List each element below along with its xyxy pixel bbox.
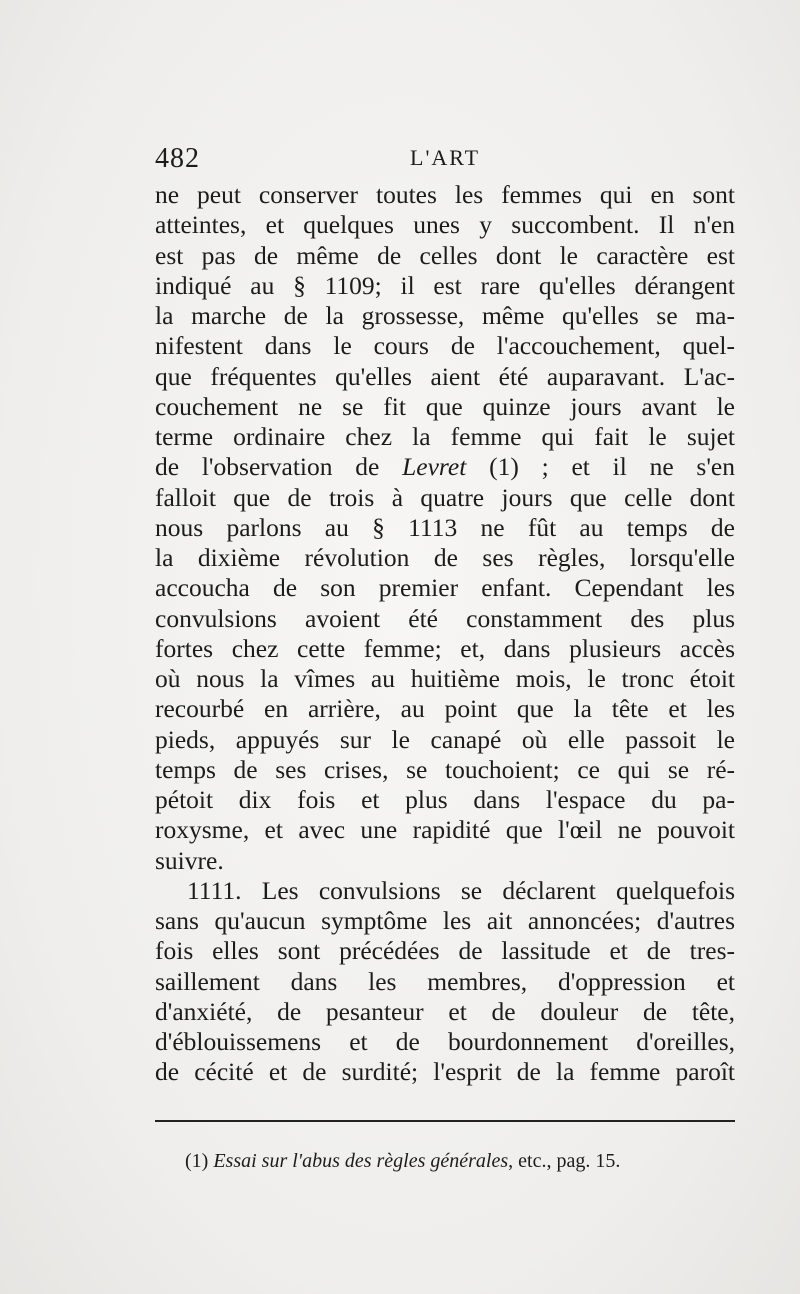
text-line: temps de ses crises, se touchoient; ce qui se ré- bbox=[155, 754, 735, 784]
text-line: fois elles sont précédées de lassitude et de tres- bbox=[155, 936, 735, 966]
text-line: couchement ne se fit que quinze jours avant le bbox=[155, 391, 735, 421]
running-head: L'ART bbox=[410, 145, 481, 170]
text-line: saillement dans les membres, d'oppression et bbox=[155, 966, 735, 996]
text-line: terme ordinaire chez la femme qui fait le sujet bbox=[155, 422, 735, 451]
text-line: falloit que de trois à quatre jours que celle dont bbox=[155, 482, 735, 512]
body-text bbox=[155, 180, 735, 1088]
page-header bbox=[155, 143, 735, 179]
text-line: sans qu'aucun symptôme les ait annoncées; d'autres bbox=[155, 906, 735, 935]
footnote-rest: , etc., pag. 15. bbox=[508, 1150, 621, 1172]
text-line: convulsions avoient été constamment des plus bbox=[155, 603, 735, 633]
paragraph-start-line: 1111. Les convulsions se déclarent quelquefois bbox=[187, 875, 735, 905]
text-line: nous parlons au § 1113 ne fût au temps de bbox=[155, 512, 735, 542]
text-line-with-author bbox=[155, 452, 735, 482]
text-line: recourbé en arrière, au point que la tête et les bbox=[155, 694, 735, 724]
text-line: pieds, appuyés sur le canapé où elle passoit le bbox=[155, 724, 735, 754]
text-line: roxysme, et avec une rapidité que l'œil ne pouvoit bbox=[155, 815, 735, 845]
paragraph-end-line: suivre. bbox=[155, 845, 224, 875]
author-name: Levret bbox=[402, 452, 467, 482]
text-line: nifestent dans le cours de l'accouchement, quel- bbox=[155, 331, 735, 361]
text-line: que fréquentes qu'elles aient été auparavant. L'ac- bbox=[155, 361, 735, 391]
footnote bbox=[185, 1146, 745, 1176]
text-line: d'anxiété, de pesanteur et de douleur de tête, bbox=[155, 996, 735, 1026]
text-line: atteintes, et quelques unes y succombent. Il n'en bbox=[155, 210, 735, 240]
page-number: 482 bbox=[155, 143, 200, 174]
footnote-title: Essai sur l'abus des règles générales bbox=[213, 1150, 509, 1172]
text-line: fortes chez cette femme; et, dans plusieurs accès bbox=[155, 633, 735, 663]
footnote-marker: (1) bbox=[185, 1150, 209, 1172]
text-line: est pas de même de celles dont le caractère est bbox=[155, 240, 735, 270]
text-line: la dixième révolution de ses règles, lorsqu'elle bbox=[155, 543, 735, 572]
text-line: indiqué au § 1109; il est rare qu'elles dérangent bbox=[155, 270, 735, 300]
text-line: où nous la vîmes au huitième mois, le tronc étoit bbox=[155, 664, 735, 693]
text-line: accoucha de son premier enfant. Cependant les bbox=[155, 573, 735, 603]
text-line: de cécité et de surdité; l'esprit de la femme paroît bbox=[155, 1057, 735, 1087]
text-line: d'éblouissemens et de bourdonnement d'oreilles, bbox=[155, 1027, 735, 1056]
line-segment: de l'observation de bbox=[155, 452, 403, 482]
footnote-rule bbox=[155, 1120, 735, 1122]
line-segment: (1) ; et il ne s'en bbox=[466, 452, 735, 482]
text-line: la marche de la grossesse, même qu'elles se ma- bbox=[155, 301, 735, 330]
text-line: pétoit dix fois et plus dans l'espace du pa- bbox=[155, 785, 735, 814]
text-line: ne peut conserver toutes les femmes qui en sont bbox=[155, 180, 735, 209]
